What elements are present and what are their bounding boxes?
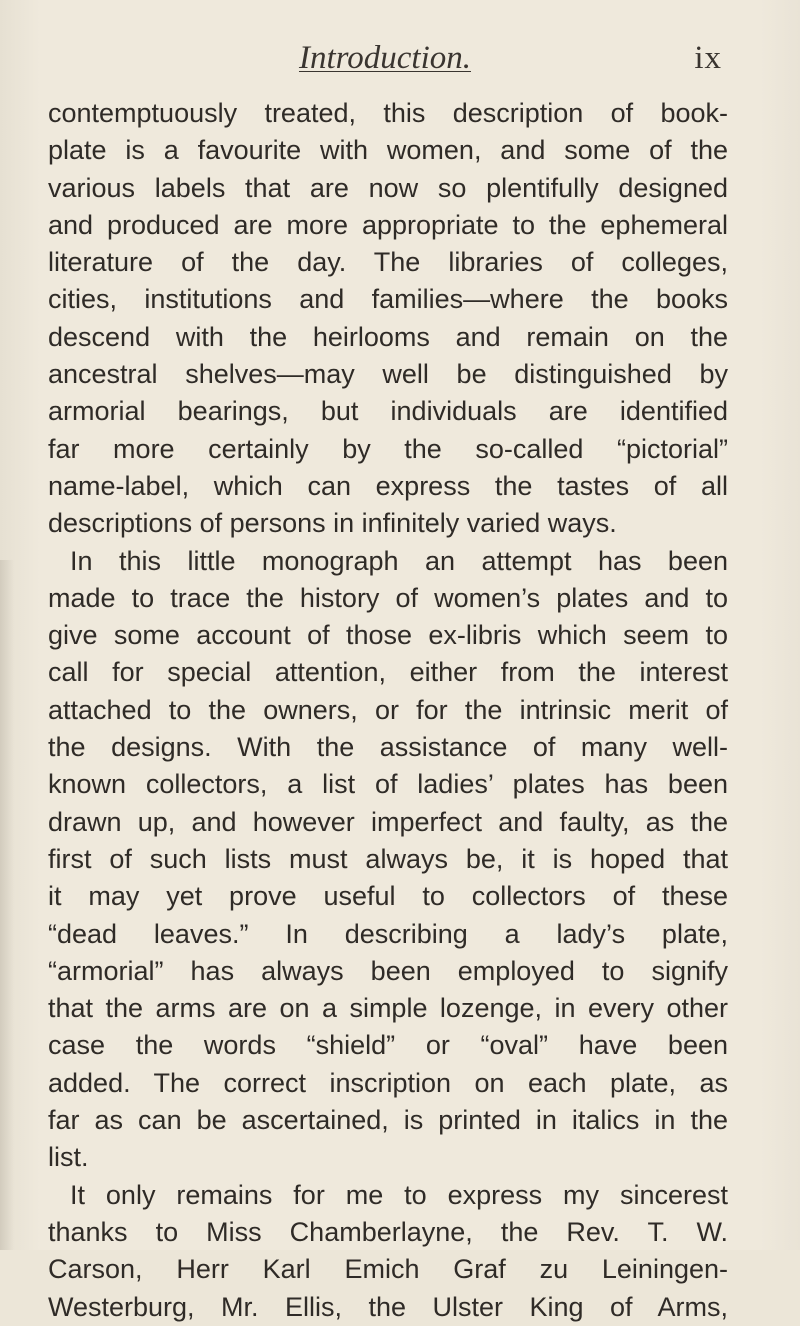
text-line: name-label, which can express the tastes of all [48, 470, 728, 501]
text-line: case the words “shield” or “oval” have been [48, 1030, 728, 1061]
text-line: In this little monograph an attempt has been [70, 545, 728, 576]
text-line: that the arms are on a simple lozenge, in every other [48, 993, 728, 1024]
text-line: made to trace the history of women’s plates and to [48, 582, 728, 613]
text-line: descriptions of persons in infinitely varied ways. [48, 508, 617, 539]
text-line: Carson, Herr Karl Emich Graf zu Leiningen- [48, 1254, 728, 1285]
body-text [48, 95, 728, 1326]
text-line: plate is a favourite with women, and some of the [48, 135, 728, 166]
text-line: attached to the owners, or for the intrinsic merit of [48, 694, 728, 725]
text-line: literature of the day. The libraries of colleges, [48, 247, 728, 278]
text-line: It only remains for me to express my sincerest [70, 1179, 728, 1210]
running-title-text: Introduction. [298, 40, 471, 76]
text-line: call for special attention, either from the interest [48, 657, 728, 688]
text-line: give some account of those ex-libris which seem to [48, 620, 728, 651]
running-title [48, 40, 722, 77]
text-line: “armorial” has always been employed to signify [48, 955, 728, 986]
text-line: list. [48, 1142, 89, 1173]
text-line: far as can be ascertained, is printed in italics in the [48, 1105, 728, 1136]
text-line: the designs. With the assistance of many well- [48, 732, 728, 763]
text-line: added. The correct inscription on each plate, as [48, 1067, 728, 1098]
text-line: Westerburg, Mr. Ellis, the Ulster King of Arms, [48, 1291, 728, 1322]
text-line: cities, institutions and families—where the books [48, 284, 728, 315]
text-line: various labels that are now so plentifully designed [48, 172, 728, 203]
text-line: far more certainly by the so-called “pictorial” [48, 433, 728, 464]
text-line: “dead leaves.” In describing a lady’s plate, [48, 918, 728, 949]
page-number: ix [694, 40, 722, 76]
text-line: drawn up, and however imperfect and faulty, as the [48, 806, 728, 837]
text-line: it may yet prove useful to collectors of these [48, 881, 728, 912]
text-line: and produced are more appropriate to the ephemeral [48, 209, 728, 240]
text-line: thanks to Miss Chamberlayne, the Rev. T. W. [48, 1216, 728, 1247]
text-line: contemptuously treated, this description of book- [48, 98, 728, 128]
text-line: known collectors, a list of ladies’ plates has been [48, 769, 728, 800]
page-edge-shadow [0, 560, 14, 1250]
running-head [48, 40, 722, 84]
text-line: ancestral shelves—may well be distinguished by [48, 359, 728, 390]
text-line: armorial bearings, but individuals are identified [48, 396, 728, 427]
text-line: descend with the heirlooms and remain on the [48, 321, 728, 352]
text-line: first of such lists must always be, it is hoped that [48, 843, 728, 874]
